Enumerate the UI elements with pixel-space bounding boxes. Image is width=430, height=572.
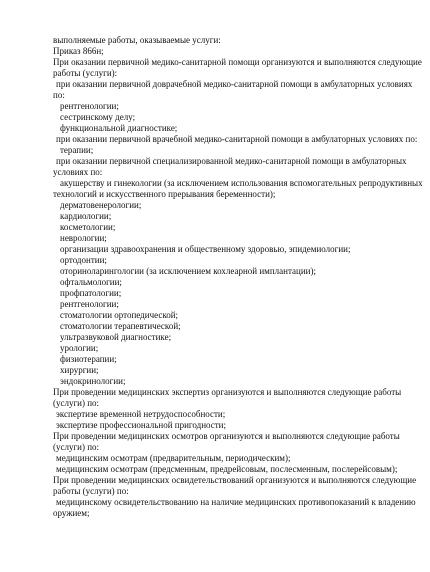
document-line: (услуги) по:: [53, 398, 100, 408]
document-line: оружием;: [53, 508, 90, 518]
document-line: При проведении медицинских экспертиз организуются и выполняются следующие работы: [53, 387, 402, 397]
document-line: стоматологии ортопедической;: [60, 310, 179, 320]
document-line: при оказании первичной доврачебной медико-санитарной помощи в амбулаторных условиях: [56, 79, 413, 89]
document-line: При проведении медицинских осмотров организуются и выполняются следующие работы: [53, 431, 400, 441]
document-line: дерматовенерологии;: [60, 200, 142, 210]
document-body: [53, 35, 425, 519]
document-line: экспертизе временной нетрудоспособности;: [56, 409, 226, 419]
document-line: акушерству и гинекологии (за исключением использования вспомогательных репродуктивных: [60, 178, 423, 188]
document-line: выполняемые работы, оказываемые услуги:: [53, 35, 221, 45]
document-line: хирургии;: [60, 365, 99, 375]
document-line: неврологии;: [60, 233, 107, 243]
document-line: организации здравоохранения и общественному здоровью, эпидемиологии;: [60, 244, 351, 254]
document-line: (услуги) по:: [53, 442, 100, 452]
document-line: терапии;: [60, 145, 94, 155]
document-line: работы (услуги) по:: [53, 486, 129, 496]
document-line: оториноларингологии (за исключением кохлеарной имплантации);: [60, 266, 316, 276]
document-line: При проведении медицинских освидетельствований организуются и выполняются следующие: [53, 475, 417, 485]
document-line: кардиологии;: [60, 211, 112, 221]
document-line: физиотерапии;: [60, 354, 117, 364]
document-line: технологий и искусственного прерывания беременности);: [53, 189, 276, 199]
document-line: рентгенологии;: [60, 299, 119, 309]
document-line: ультразвуковой диагностике;: [60, 332, 172, 342]
document-line: функциональной диагностике;: [60, 123, 178, 133]
document-line: по:: [53, 90, 65, 100]
document-line: условиях по:: [53, 167, 103, 177]
document-line: ортодонтии;: [60, 255, 107, 265]
document-line: медицинским осмотрам (предсменным, предрейсовым, послесменным, послерейсовым);: [56, 464, 398, 474]
document-line: экспертизе профессиональной пригодности;: [56, 420, 226, 430]
document-line: стоматологии терапевтической;: [60, 321, 181, 331]
document-line: При оказании первичной медико-санитарной помощи организуются и выполняются следующие: [53, 57, 422, 67]
document-line: профпатологии;: [60, 288, 122, 298]
document-line: урологии;: [60, 343, 99, 353]
document-line: офтальмологии;: [60, 277, 122, 287]
document-line: рентгенологии;: [60, 101, 119, 111]
document-line: сестринскому делу;: [60, 112, 136, 122]
document-line: Приказ 866н;: [53, 46, 104, 56]
document-line: косметологии;: [60, 222, 116, 232]
document-line: эндокринологии;: [60, 376, 126, 386]
document-line: медицинскому освидетельствованию на наличие медицинских противопоказаний к владению: [56, 497, 416, 507]
document-line: работы (услуги):: [53, 68, 118, 78]
document-line: при оказании первичной специализированной медико-санитарной помощи в амбулаторных: [56, 156, 407, 166]
document-line: медицинским осмотрам (предварительным, периодическим);: [56, 453, 291, 463]
document-line: при оказании первичной врачебной медико-санитарной помощи в амбулаторных условиях по:: [56, 134, 418, 144]
